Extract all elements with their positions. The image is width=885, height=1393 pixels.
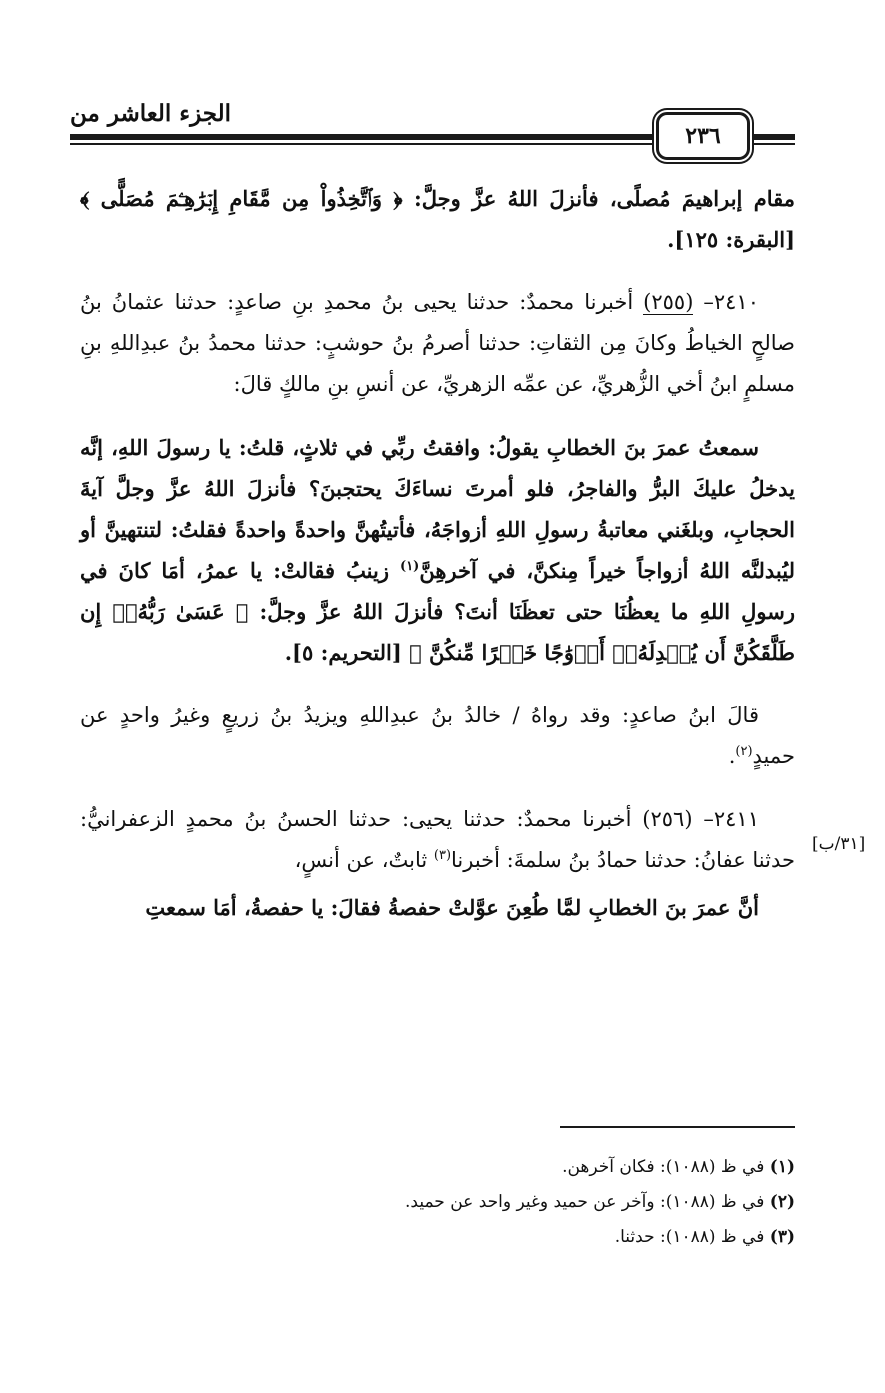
quran-verse-baqarah: ﴿ وَٱتَّخِذُواْ مِن مَّقَامِ إِبۡرَٰهِـۧمَ مُصَلًّى ﴾ <box>80 186 403 211</box>
hadith-2410-isnad <box>80 282 795 405</box>
matn-text-1: سمعتُ عمرَ بنَ الخطابِ يقولُ: وافقتُ ربِّي في ثلاثٍ، قلتُ: يا رسولَ اللهِ، إنَّه يدخلُ عليكَ البرُّ والفاجرُ، فلو أمرتَ نساءَكَ يحتجبنَ؟ فأنزلَ اللهُ عزَّ وجلَّ آيةَ الحجابِ، وبلغَني معاتبةُ رسولِ اللهِ أزواجَهُ، فأتيتُهنَّ واحدةً واحدةً فقلتُ: لتنتهينَّ أو ليُبدلنَّه اللهُ أزواجاً خيراً مِنكنَّ، في آخرهِنَّ <box>80 435 795 583</box>
isnad-text-2: ثابتٌ، عن أنسٍ، <box>294 848 434 872</box>
header-title: الجزء العاشر من <box>70 100 232 127</box>
hadith-2411-isnad <box>80 799 795 881</box>
quran-verse-tahrim: ﴿ عَسَىٰ رَبُّهُۥٓ إِن طَلَّقَكُنَّ أَن يُبۡدِلَهُۥٓ أَزۡوَٰجًا خَيۡرًا مِّنكُنَّ ﴾ <box>80 599 795 665</box>
hadith-ref: (٢٥٦) <box>642 807 693 831</box>
p1-after: [البقرة: ١٢٥]. <box>667 227 795 252</box>
footnote-text: في ظ (١٠٨٨): فكان آخرهن. <box>562 1157 765 1177</box>
footnote-number: (١) <box>769 1157 795 1177</box>
footnote-3 <box>195 1220 795 1255</box>
matn-text-2: زينبُ فقالتْ: يا عمرُ، أمَا كانَ في رسولِ اللهِ ما يعظُنَا حتى تعظَنَا أنتَ؟ فأنزلَ اللهُ عزَّ وجلَّ: <box>80 558 795 624</box>
comment-text: قالَ ابنُ صاعدٍ: وقد رواهُ / خالدُ بنُ عبدِاللهِ ويزيدُ بنُ زريعٍ وغيرُ واحدٍ عن حميدٍ <box>80 703 795 768</box>
footnote-ref-2[interactable]: (٢) <box>735 744 753 759</box>
isnad-text-1: أخبرنا محمدٌ: حدثنا يحيى: حدثنا الحسنُ بنُ محمدٍ الزعفرانيُّ: حدثنا عفانُ: حدثنا حمادُ بنُ سلمةَ: أخبرنا <box>80 807 795 872</box>
footnote-ref-3[interactable]: (٣) <box>433 848 452 863</box>
page-number-box <box>656 112 750 160</box>
footnote-ref-1[interactable]: (١) <box>400 559 420 574</box>
footnote-separator <box>560 1126 795 1128</box>
footnote-number: (٢) <box>769 1192 795 1212</box>
comment-end: . <box>728 744 736 768</box>
hadith-isnad-text: أخبرنا محمدٌ: حدثنا يحيى بنُ محمدِ بنِ صاعدٍ: حدثنا عثمانُ بنُ صالحٍ الخياطُ وكانَ مِن الثقاتِ: حدثنا أصرمُ بنُ حوشبٍ: حدثنا محمدُ بنُ عبدِاللهِ بنِ مسلمٍ ابنُ أخي الزُّهريِّ، عن عمِّه الزهريِّ، عن أنسِ بنِ مالكٍ قالَ: <box>80 290 795 396</box>
footnote-text: في ظ (١٠٨٨): حدثنا. <box>614 1227 765 1247</box>
hadith-number: ٢٤١١– <box>692 807 759 831</box>
hadith-2410-matn <box>80 427 795 673</box>
running-header <box>70 100 795 162</box>
footnote-text: في ظ (١٠٨٨): وآخر عن حميد وغير واحد عن حميد. <box>405 1192 765 1212</box>
hadith-number: ٢٤١٠– <box>693 290 759 314</box>
hadith-ref-underlined: (٢٥٥) <box>643 290 694 314</box>
p1-before: مقام إبراهيمَ مُصلًى، فأنزلَ اللهُ عزَّ وجلَّ: <box>402 186 795 211</box>
footnote-1 <box>195 1150 795 1185</box>
header-rule-thin <box>70 143 750 145</box>
footnote-2 <box>195 1185 795 1220</box>
footnotes <box>195 1150 795 1255</box>
header-rule-tail-thin <box>750 143 795 145</box>
manuscript-folio-marker: [٣١/ب] <box>812 834 866 854</box>
footnote-number: (٣) <box>769 1227 795 1247</box>
page-number: ٢٣٦ <box>685 123 721 149</box>
hadith-2411-matn <box>80 887 795 928</box>
matn-text: أنَّ عمرَ بنَ الخطابِ لمَّا طُعِنَ عوَّلتْ حفصةُ فقالَ: يا حفصةُ، أمَا سمعتِ <box>145 895 759 920</box>
matn-after: [التحريم: ٥]. <box>284 640 410 665</box>
main-text <box>80 178 795 950</box>
header-rule-tail-thick <box>750 134 795 140</box>
header-rule-thick <box>70 134 750 140</box>
ibn-saed-comment <box>80 695 795 777</box>
paragraph-quran-baqarah <box>80 178 795 260</box>
